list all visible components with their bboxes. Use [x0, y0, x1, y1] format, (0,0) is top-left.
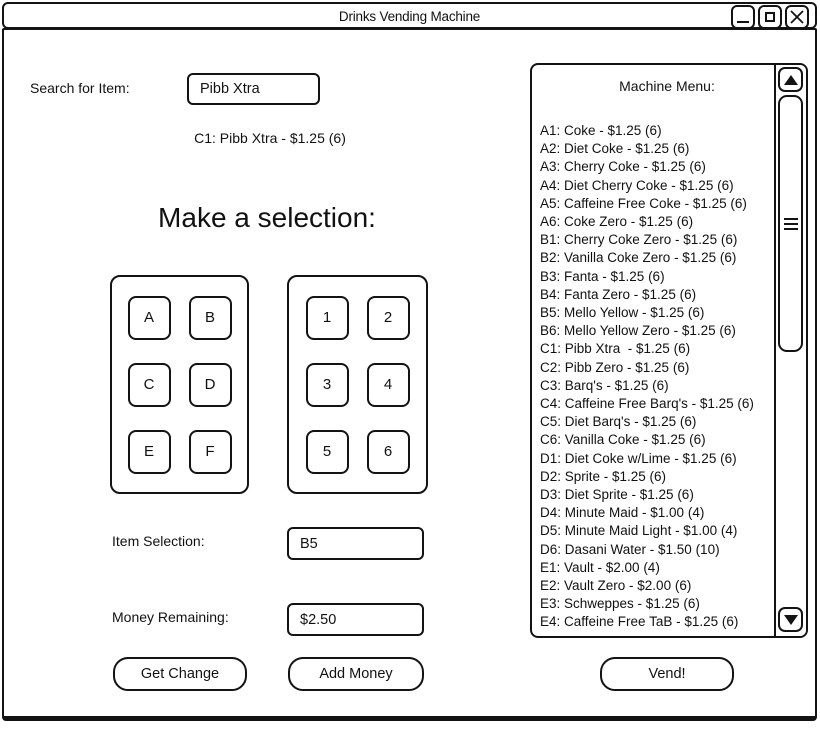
scroll-up-icon [784, 75, 798, 85]
money-remaining-label: Money Remaining: [112, 609, 229, 625]
minimize-icon [737, 21, 749, 23]
key-3[interactable]: 3 [306, 363, 349, 407]
scroll-grip [784, 218, 798, 220]
vend-button[interactable]: Vend! [600, 657, 734, 691]
menu-scrollbar[interactable] [774, 65, 806, 636]
key-5[interactable]: 5 [306, 430, 349, 474]
search-input[interactable] [187, 73, 320, 105]
item-selection-label: Item Selection: [112, 533, 205, 549]
number-keypad [287, 275, 428, 494]
scroll-up-button[interactable] [778, 67, 803, 92]
menu-item[interactable]: B5: Mello Yellow - $1.25 (6) [540, 305, 705, 321]
menu-item[interactable]: D5: Minute Maid Light - $1.00 (4) [540, 523, 738, 539]
selection-heading: Make a selection: [158, 202, 376, 233]
window-controls [731, 5, 809, 29]
scroll-down-button[interactable] [778, 607, 803, 632]
menu-item[interactable]: A1: Coke - $1.25 (6) [540, 123, 662, 138]
menu-item[interactable]: C1: Pibb Xtra - $1.25 (6) [540, 341, 691, 357]
menu-item[interactable]: C3: Barq's - $1.25 (6) [540, 377, 669, 393]
key-6[interactable]: 6 [367, 430, 410, 474]
close-button[interactable] [785, 5, 809, 29]
window-title: Drinks Vending Machine [338, 9, 481, 24]
key-4[interactable]: 4 [367, 363, 410, 407]
menu-item[interactable]: B1: Cherry Coke Zero - $1.25 (6) [540, 232, 738, 248]
key-d[interactable]: D [189, 363, 232, 407]
minimize-button[interactable] [731, 5, 755, 29]
menu-item[interactable]: C4: Caffeine Free Barq's - $1.25 (6) [540, 396, 754, 412]
key-a[interactable]: A [128, 296, 171, 340]
key-1[interactable]: 1 [306, 296, 349, 340]
menu-item[interactable]: D1: Diet Coke w/Lime - $1.25 (6) [540, 450, 737, 466]
machine-menu-listbox [530, 63, 808, 638]
titlebar [2, 2, 817, 29]
letter-keypad [110, 275, 249, 494]
machine-menu-title: Machine Menu: [619, 78, 715, 94]
menu-item[interactable]: B6: Mello Yellow Zero - $1.25 (6) [540, 323, 736, 339]
menu-item[interactable]: E3: Schweppes - $1.25 (6) [540, 596, 700, 612]
menu-item[interactable]: A5: Caffeine Free Coke - $1.25 (6) [540, 195, 747, 211]
menu-item[interactable]: D4: Minute Maid - $1.00 (4) [540, 505, 705, 521]
key-f[interactable]: F [189, 430, 232, 474]
menu-item[interactable]: B3: Fanta - $1.25 (6) [540, 268, 665, 284]
menu-item[interactable]: A3: Cherry Coke - $1.25 (6) [540, 159, 706, 175]
money-remaining-input[interactable] [287, 603, 424, 636]
menu-item[interactable]: E4: Caffeine Free TaB - $1.25 (6) [540, 614, 739, 630]
maximize-icon [765, 12, 775, 22]
menu-item[interactable]: A4: Diet Cherry Coke - $1.25 (6) [540, 177, 734, 193]
key-e[interactable]: E [128, 430, 171, 474]
key-c[interactable]: C [128, 363, 171, 407]
add-money-button[interactable]: Add Money [288, 657, 424, 691]
menu-item[interactable]: A2: Diet Coke - $1.25 (6) [540, 141, 690, 157]
maximize-button[interactable] [758, 5, 782, 29]
close-icon [790, 10, 804, 24]
menu-item[interactable]: D6: Dasani Water - $1.50 (10) [540, 541, 720, 557]
get-change-button[interactable]: Get Change [113, 657, 247, 691]
menu-item[interactable]: A6: Coke Zero - $1.25 (6) [540, 214, 694, 230]
menu-item[interactable]: B4: Fanta Zero - $1.25 (6) [540, 286, 697, 302]
menu-item[interactable]: E2: Vault Zero - $2.00 (6) [540, 578, 692, 594]
menu-item[interactable]: E1: Vault - $2.00 (4) [540, 559, 660, 575]
key-2[interactable]: 2 [367, 296, 410, 340]
search-label: Search for Item: [30, 80, 130, 96]
menu-item[interactable]: C2: Pibb Zero - $1.25 (6) [540, 359, 690, 375]
scroll-thumb[interactable] [778, 95, 803, 352]
scroll-down-icon [784, 615, 798, 625]
menu-item[interactable]: C5: Diet Barq's - $1.25 (6) [540, 414, 697, 430]
key-b[interactable]: B [189, 296, 232, 340]
menu-item[interactable]: D3: Diet Sprite - $1.25 (6) [540, 487, 694, 503]
menu-item[interactable]: B2: Vanilla Coke Zero - $1.25 (6) [540, 250, 737, 266]
machine-menu-items [532, 122, 772, 632]
menu-item[interactable]: D2: Sprite - $1.25 (6) [540, 468, 667, 484]
search-result: C1: Pibb Xtra - $1.25 (6) [194, 130, 346, 146]
item-selection-input[interactable] [287, 527, 424, 560]
menu-item[interactable]: C6: Vanilla Coke - $1.25 (6) [540, 432, 706, 448]
